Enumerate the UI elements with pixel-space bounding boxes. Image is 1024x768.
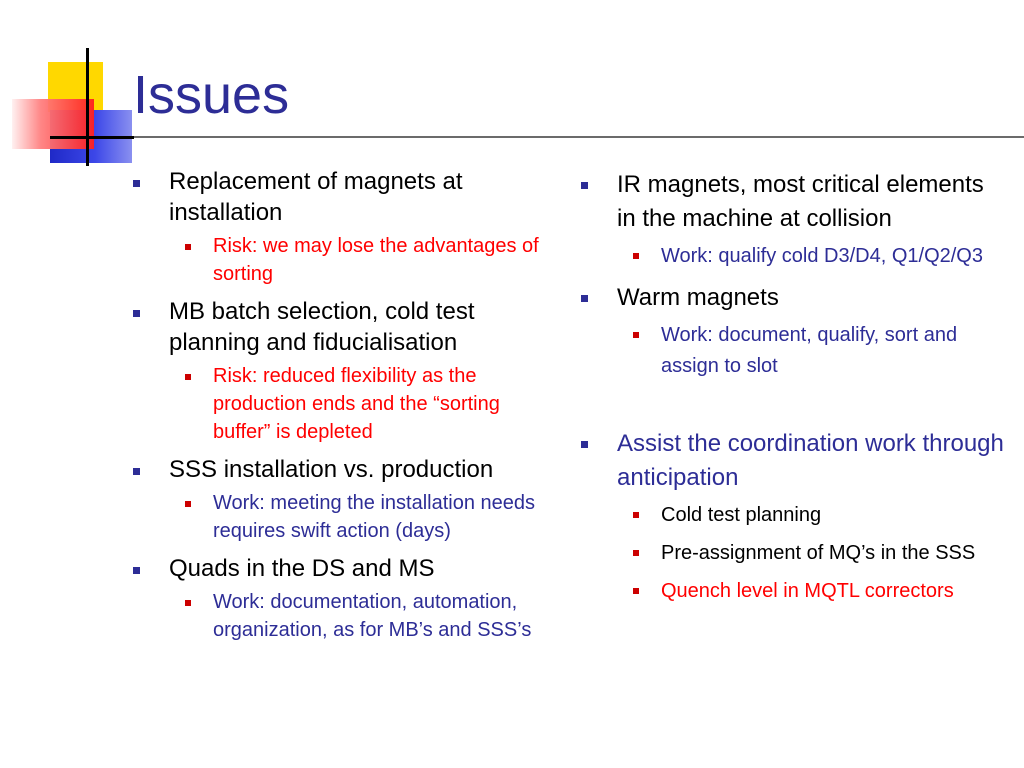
square-bullet-icon: [581, 182, 588, 189]
sub-bullet-text: Cold test planning: [661, 504, 822, 526]
square-bullet-icon: [633, 253, 639, 259]
bullet-text: Quads in the DS and MS: [169, 555, 435, 582]
sub-bullet-text: Quench level in MQTL correctors: [661, 580, 954, 602]
sub-bullet-item: [578, 320, 1008, 382]
sub-bullet-text: Work: document, qualify, sort and assign to slot: [661, 324, 958, 377]
bullet-item: [130, 454, 550, 485]
bullet-text: Replacement of magnets at installation: [169, 168, 463, 226]
square-bullet-icon: [581, 441, 588, 448]
square-bullet-icon: [185, 600, 191, 606]
logo-vertical-line: [86, 48, 89, 166]
square-bullet-icon: [633, 332, 639, 338]
sub-bullet-item: [578, 241, 1008, 271]
right-column: [578, 168, 1008, 606]
bullet-text: IR magnets, most critical elements in the machine at collision: [617, 171, 984, 232]
square-bullet-icon: [633, 512, 639, 518]
square-bullet-icon: [581, 295, 588, 302]
square-bullet-icon: [133, 468, 140, 475]
slide-title: Issues: [133, 65, 290, 125]
square-bullet-icon: [633, 588, 639, 594]
bullet-item: [578, 168, 1008, 236]
left-column: [130, 166, 550, 644]
sub-bullet-text: Risk: we may lose the advantages of sorting: [213, 235, 539, 285]
sub-bullet-item: [130, 232, 550, 288]
bullet-text: MB batch selection, cold test planning and fiducialisation: [169, 298, 475, 356]
bullet-item: [130, 296, 550, 358]
sub-bullet-text: Work: meeting the installation needs requires swift action (days): [213, 492, 536, 542]
square-bullet-icon: [185, 244, 191, 250]
sub-bullet-item: [130, 588, 550, 644]
logo-red-bar: [12, 99, 94, 149]
bullet-text: Assist the coordination work through anticipation: [617, 430, 1004, 491]
sub-bullet-item: [130, 362, 550, 446]
bullet-text: SSS installation vs. production: [169, 456, 494, 483]
square-bullet-icon: [133, 567, 140, 574]
sub-bullet-item: [578, 500, 1008, 530]
bullet-item: [578, 427, 1008, 495]
sub-bullet-text: Work: qualify cold D3/D4, Q1/Q2/Q3: [661, 245, 983, 267]
square-bullet-icon: [133, 310, 140, 317]
sub-bullet-text: Work: documentation, automation, organization, as for MB’s and SSS’s: [213, 591, 532, 641]
square-bullet-icon: [185, 374, 191, 380]
sub-bullet-text: Risk: reduced flexibility as the production ends and the “sorting buffer” is depleted: [213, 365, 500, 443]
square-bullet-icon: [633, 550, 639, 556]
square-bullet-icon: [133, 180, 140, 187]
square-bullet-icon: [185, 501, 191, 507]
bullet-item: [130, 166, 550, 228]
bullet-item: [130, 553, 550, 584]
bullet-item: [578, 281, 1008, 315]
sub-bullet-item: [578, 576, 1008, 606]
bullet-text: Warm magnets: [617, 284, 779, 311]
title-underline-accent: [50, 136, 134, 139]
sub-bullet-item: [130, 489, 550, 545]
sub-bullet-item: [578, 538, 1008, 568]
title-underline: [50, 136, 1024, 138]
sub-bullet-text: Pre-assignment of MQ’s in the SSS: [661, 542, 976, 564]
